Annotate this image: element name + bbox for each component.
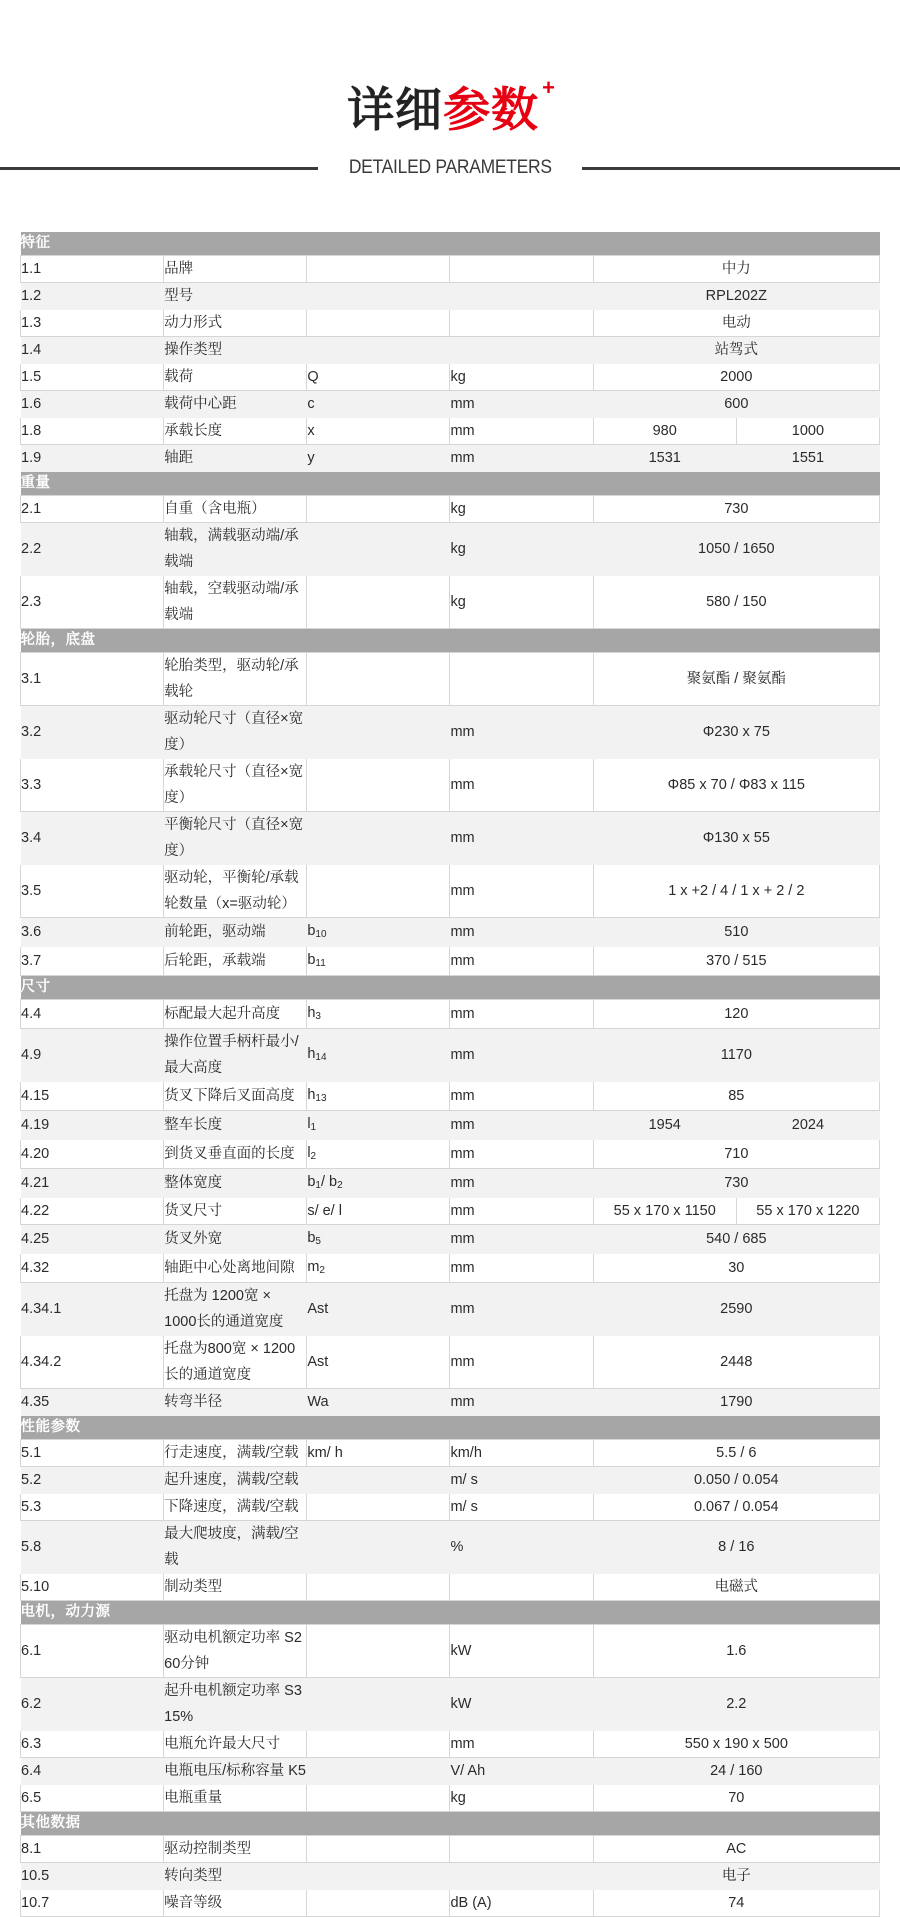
row-value: 1 x +2 / 4 / 1 x + 2 / 2 [593,865,879,918]
row-label: 轴载，空载驱动端/承载端 [164,576,307,629]
row-index: 4.4 [21,1000,164,1029]
row-symbol [307,310,450,337]
row-symbol: $l_1$ [307,1111,450,1140]
row-index: 4.32 [21,1254,164,1283]
row-symbol [307,759,450,812]
row-symbol [307,337,450,364]
row-unit: mm [450,1198,593,1225]
row-symbol: km/ h [307,1440,450,1467]
row-unit [450,256,593,283]
row-value-1: 1531 [593,445,736,472]
table-row [21,865,880,918]
row-index: 6.1 [21,1625,164,1678]
row-symbol [307,865,450,918]
row-unit: mm [450,1283,593,1336]
row-unit: m/ s [450,1494,593,1521]
row-unit: V/ Ah [450,1758,593,1785]
row-label: 电瓶电压/标称容量 K5 [164,1758,307,1785]
row-unit [450,1863,593,1890]
page-title [347,75,556,136]
row-value: 74 [593,1890,879,1917]
table-row [21,1389,880,1416]
row-symbol: Ast [307,1336,450,1389]
table-row [21,418,880,445]
row-symbol: $h_{14}$ [307,1029,450,1082]
row-label: 制动类型 [164,1574,307,1601]
row-unit: kW [450,1625,593,1678]
row-value-1: 980 [593,418,736,445]
row-unit [450,653,593,706]
row-label: 驱动轮，平衡轮/承载轮数量（x=驱动轮） [164,865,307,918]
row-symbol [307,1836,450,1863]
row-symbol: c [307,391,450,418]
row-value: 电磁式 [593,1574,879,1601]
table-row [21,310,880,337]
table-row [21,1029,880,1082]
table-row [21,947,880,976]
row-label: 轴距中心处离地间隙 [164,1254,307,1283]
table-row [21,364,880,391]
row-symbol: x [307,418,450,445]
row-value: 85 [593,1082,879,1111]
section-header [21,232,880,256]
row-value: 550 x 190 x 500 [593,1731,879,1758]
row-symbol [307,1863,450,1890]
section-header [21,1416,880,1440]
row-value: 站驾式 [593,337,879,364]
row-index: 3.2 [21,706,164,759]
row-label: 最大爬坡度，满载/空载 [164,1521,307,1574]
row-value: 120 [593,1000,879,1029]
row-value: 2590 [593,1283,879,1336]
row-label: 起升速度，满载/空载 [164,1467,307,1494]
row-symbol [307,653,450,706]
row-value-1: 1954 [593,1111,736,1140]
row-index: 1.5 [21,364,164,391]
row-label: 后轮距，承载端 [164,947,307,976]
page-header [0,0,900,179]
row-unit: mm [450,1000,593,1029]
table-row [21,337,880,364]
row-symbol: $l_2$ [307,1140,450,1169]
row-label: 操作位置手柄杆最小/最大高度 [164,1029,307,1082]
row-value: 2448 [593,1336,879,1389]
spec-table-wrap [20,232,880,1917]
row-index: 3.6 [21,918,164,947]
section-header [21,472,880,496]
row-unit: mm [450,1389,593,1416]
row-value: 730 [593,496,879,523]
row-value: AC [593,1836,879,1863]
row-index: 4.9 [21,1029,164,1082]
row-value: 540 / 685 [593,1225,879,1254]
row-symbol: $b_5$ [307,1225,450,1254]
row-label: 平衡轮尺寸（直径×宽度） [164,812,307,865]
row-value: RPL202Z [593,283,879,310]
row-index: 5.1 [21,1440,164,1467]
row-label: 货叉外宽 [164,1225,307,1254]
row-symbol [307,576,450,629]
row-unit: mm [450,418,593,445]
row-index: 5.8 [21,1521,164,1574]
row-label: 操作类型 [164,337,307,364]
table-row [21,1678,880,1731]
table-row [21,1890,880,1917]
table-row [21,1336,880,1389]
row-index: 5.10 [21,1574,164,1601]
row-index: 3.5 [21,865,164,918]
row-symbol: $h_{13}$ [307,1082,450,1111]
row-unit: mm [450,759,593,812]
row-value: 1.6 [593,1625,879,1678]
row-symbol [307,1758,450,1785]
row-index: 3.4 [21,812,164,865]
row-index: 1.2 [21,283,164,310]
row-value: 1050 / 1650 [593,523,879,576]
table-row [21,653,880,706]
table-row [21,1574,880,1601]
section-title: 电机，动力源 [21,1601,880,1625]
table-row [21,1000,880,1029]
row-symbol: $m_2$ [307,1254,450,1283]
row-symbol [307,1467,450,1494]
row-symbol [307,1678,450,1731]
page-title-red: 参数 [443,83,540,136]
row-index: 1.1 [21,256,164,283]
row-label: 承载长度 [164,418,307,445]
row-unit: mm [450,391,593,418]
row-value: 2000 [593,364,879,391]
row-index: 4.34.1 [21,1283,164,1336]
row-unit: kg [450,1785,593,1812]
row-label: 品牌 [164,256,307,283]
row-unit: dB (A) [450,1890,593,1917]
row-index: 1.6 [21,391,164,418]
row-label: 托盘为 1200宽 × 1000长的通道宽度 [164,1283,307,1336]
row-label: 动力形式 [164,310,307,337]
section-title: 性能参数 [21,1416,880,1440]
row-index: 6.5 [21,1785,164,1812]
row-unit: mm [450,706,593,759]
row-label: 载荷 [164,364,307,391]
row-unit: mm [450,1140,593,1169]
row-label: 噪音等级 [164,1890,307,1917]
row-label: 货叉下降后叉面高度 [164,1082,307,1111]
row-label: 轮胎类型，驱动轮/承载轮 [164,653,307,706]
row-index: 3.3 [21,759,164,812]
row-index: 4.20 [21,1140,164,1169]
row-label: 转向类型 [164,1863,307,1890]
row-symbol [307,706,450,759]
table-row [21,496,880,523]
table-row [21,576,880,629]
row-label: 前轮距，驱动端 [164,918,307,947]
row-value: 中力 [593,256,879,283]
row-label: 到货叉垂直面的长度 [164,1140,307,1169]
row-index: 8.1 [21,1836,164,1863]
row-symbol [307,812,450,865]
row-label: 转弯半径 [164,1389,307,1416]
row-label: 标配最大起升高度 [164,1000,307,1029]
page-title-dark: 详细 [347,83,444,136]
table-row [21,1494,880,1521]
row-value-1: 55 x 170 x 1150 [593,1198,736,1225]
row-value: 5.5 / 6 [593,1440,879,1467]
row-value: 电动 [593,310,879,337]
table-row [21,1731,880,1758]
table-row [21,1111,880,1140]
section-header [21,976,880,1000]
row-value: 580 / 150 [593,576,879,629]
table-row [21,812,880,865]
row-value: 730 [593,1169,879,1198]
section-header [21,1812,880,1836]
row-unit: % [450,1521,593,1574]
row-unit: mm [450,1082,593,1111]
rule-left [0,167,318,170]
section-title: 重量 [21,472,880,496]
table-row [21,1254,880,1283]
table-row [21,1625,880,1678]
table-row [21,1283,880,1336]
section-title: 特征 [21,232,880,256]
row-symbol [307,523,450,576]
row-value-2: 2024 [736,1111,879,1140]
row-unit: mm [450,918,593,947]
row-unit: mm [450,947,593,976]
section-header [21,1601,880,1625]
row-label: 电瓶允许最大尺寸 [164,1731,307,1758]
table-row [21,759,880,812]
row-symbol [307,256,450,283]
row-value-2: 1551 [736,445,879,472]
row-unit: mm [450,445,593,472]
table-row [21,1082,880,1111]
row-symbol: Ast [307,1283,450,1336]
row-unit [450,337,593,364]
row-index: 10.5 [21,1863,164,1890]
row-symbol [307,1574,450,1601]
table-row [21,706,880,759]
row-index: 3.1 [21,653,164,706]
row-value: 1790 [593,1389,879,1416]
row-index: 6.4 [21,1758,164,1785]
row-symbol [307,1494,450,1521]
row-unit [450,283,593,310]
table-row [21,1140,880,1169]
row-value-2: 1000 [736,418,879,445]
row-value-2: 55 x 170 x 1220 [736,1198,879,1225]
row-label: 驱动轮尺寸（直径×宽度） [164,706,307,759]
section-title: 尺寸 [21,976,880,1000]
row-value: 8 / 16 [593,1521,879,1574]
plus-icon: + [542,75,556,101]
spec-table [20,232,880,1917]
row-value: 聚氨酯 / 聚氨酯 [593,653,879,706]
row-label: 驱动电机额定功率 S2 60分钟 [164,1625,307,1678]
row-unit: mm [450,1169,593,1198]
row-value: Φ130 x 55 [593,812,879,865]
row-symbol: Q [307,364,450,391]
row-value: Φ230 x 75 [593,706,879,759]
table-row [21,1521,880,1574]
section-header [21,629,880,653]
row-unit: mm [450,1029,593,1082]
row-index: 4.34.2 [21,1336,164,1389]
row-unit: mm [450,1254,593,1283]
row-unit [450,1836,593,1863]
row-value: 2.2 [593,1678,879,1731]
row-value: 0.050 / 0.054 [593,1467,879,1494]
row-label: 自重（含电瓶） [164,496,307,523]
row-unit: m/ s [450,1467,593,1494]
row-unit: mm [450,812,593,865]
row-index: 4.15 [21,1082,164,1111]
table-row [21,445,880,472]
row-unit: mm [450,1731,593,1758]
row-value: 710 [593,1140,879,1169]
row-symbol: $b_{11}$ [307,947,450,976]
row-value: 30 [593,1254,879,1283]
row-unit: kg [450,576,593,629]
table-row [21,256,880,283]
row-value: 510 [593,918,879,947]
row-symbol [307,1625,450,1678]
page-subtitle: DETAILED PARAMETERS [348,157,552,178]
row-symbol [307,1785,450,1812]
table-row [21,1863,880,1890]
row-unit: mm [450,865,593,918]
row-index: 2.3 [21,576,164,629]
row-label: 货叉尺寸 [164,1198,307,1225]
row-symbol: s/ e/ l [307,1198,450,1225]
row-value: 1170 [593,1029,879,1082]
table-row [21,1758,880,1785]
row-label: 下降速度，满载/空载 [164,1494,307,1521]
row-symbol [307,1890,450,1917]
row-index: 1.4 [21,337,164,364]
row-index: 1.3 [21,310,164,337]
row-value: 0.067 / 0.054 [593,1494,879,1521]
row-symbol [307,1731,450,1758]
table-row [21,283,880,310]
subtitle-row [0,157,900,179]
row-symbol [307,1521,450,1574]
row-index: 5.2 [21,1467,164,1494]
row-label: 驱动控制类型 [164,1836,307,1863]
table-row [21,918,880,947]
row-unit: kW [450,1678,593,1731]
row-label: 电瓶重量 [164,1785,307,1812]
row-index: 6.3 [21,1731,164,1758]
rule-right [582,167,900,170]
row-value: 70 [593,1785,879,1812]
row-label: 载荷中心距 [164,391,307,418]
row-index: 4.25 [21,1225,164,1254]
table-row [21,1440,880,1467]
table-row [21,1169,880,1198]
row-index: 3.7 [21,947,164,976]
row-label: 起升电机额定功率 S3 15% [164,1678,307,1731]
row-value: 600 [593,391,879,418]
table-row [21,1467,880,1494]
row-value: Φ85 x 70 / Φ83 x 115 [593,759,879,812]
row-index: 1.8 [21,418,164,445]
row-label: 整车长度 [164,1111,307,1140]
row-index: 6.2 [21,1678,164,1731]
row-unit [450,310,593,337]
row-index: 5.3 [21,1494,164,1521]
row-unit: kg [450,496,593,523]
table-row [21,523,880,576]
row-value: 24 / 160 [593,1758,879,1785]
row-label: 托盘为800宽 × 1200长的通道宽度 [164,1336,307,1389]
row-label: 轴距 [164,445,307,472]
row-unit: mm [450,1111,593,1140]
row-index: 2.2 [21,523,164,576]
row-symbol: $b_{10}$ [307,918,450,947]
row-symbol: $b_1/$ $b_2$ [307,1169,450,1198]
table-row [21,1198,880,1225]
row-label: 行走速度，满载/空载 [164,1440,307,1467]
row-index: 10.7 [21,1890,164,1917]
table-row [21,391,880,418]
row-value: 370 / 515 [593,947,879,976]
row-unit [450,1574,593,1601]
row-label: 整体宽度 [164,1169,307,1198]
table-row [21,1836,880,1863]
row-index: 4.22 [21,1198,164,1225]
row-label: 型号 [164,283,307,310]
row-label: 轴载，满载驱动端/承载端 [164,523,307,576]
row-unit: km/h [450,1440,593,1467]
row-index: 2.1 [21,496,164,523]
row-symbol [307,283,450,310]
row-unit: kg [450,364,593,391]
row-value: 电子 [593,1863,879,1890]
row-unit: kg [450,523,593,576]
row-unit: mm [450,1336,593,1389]
table-row [21,1785,880,1812]
table-row [21,1225,880,1254]
row-index: 4.19 [21,1111,164,1140]
row-index: 4.21 [21,1169,164,1198]
row-label: 承载轮尺寸（直径×宽度） [164,759,307,812]
section-title: 轮胎，底盘 [21,629,880,653]
section-title: 其他数据 [21,1812,880,1836]
row-index: 1.9 [21,445,164,472]
row-symbol: y [307,445,450,472]
row-symbol: Wa [307,1389,450,1416]
row-symbol: $h_3$ [307,1000,450,1029]
row-index: 4.35 [21,1389,164,1416]
row-unit: mm [450,1225,593,1254]
row-symbol [307,496,450,523]
